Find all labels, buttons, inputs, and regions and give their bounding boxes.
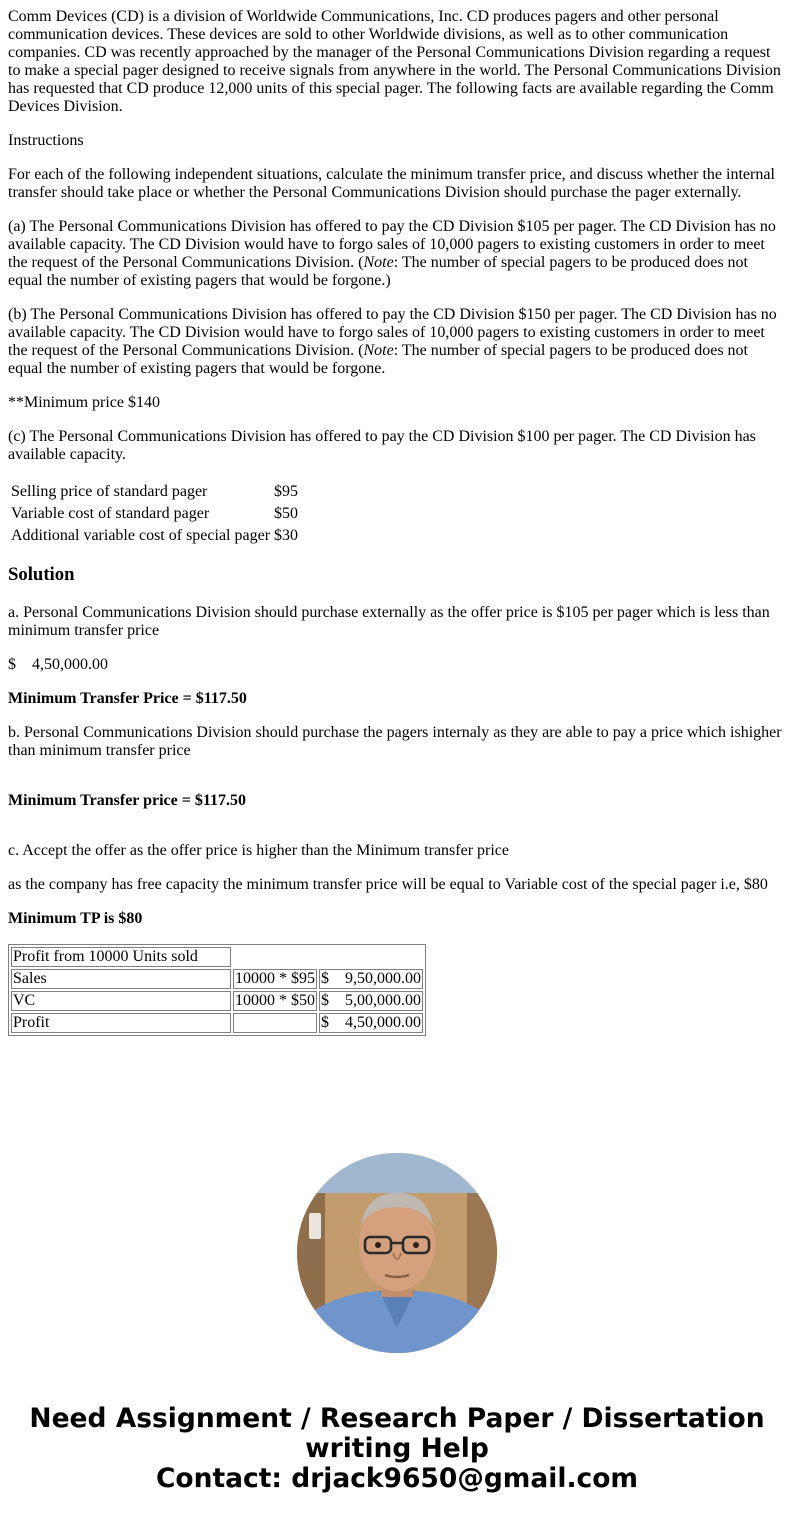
footer-contact: Contact: drjack9650@gmail.com [155, 1463, 639, 1494]
profit-amount: $ 4,50,000.00 [321, 1014, 421, 1031]
profit-label: Sales [11, 969, 231, 989]
part-b-text: (b) The Personal Communications Division has offered to pay the CD Division $150 per pager. The CD Division has no available capacity. The CD Division would have to forgo sales of 10,000 pagers to existing customers in order to meet the request of the Personal Communications Division. ( [8, 306, 777, 359]
part-c-paragraph: (c) The Personal Communications Division has offered to pay the CD Division $100 per pager. The CD Division has available capacity. [8, 428, 756, 463]
part-a-note: : The number of special pagers to be produced does not equal the number of existing pagers that would be forgone.) [8, 254, 748, 289]
footer-banner [0, 1404, 794, 1494]
solution-c-text: c. Accept the offer as the offer price is higher than the Minimum transfer price [8, 842, 509, 859]
facts-value: $95 [274, 483, 299, 500]
spacer [8, 776, 786, 792]
table-row [11, 969, 423, 989]
solution-a-amount: $ 4,50,000.00 [8, 656, 108, 673]
part-b-paragraph [8, 306, 786, 378]
facts-label: Additional variable cost of special pager [11, 527, 271, 544]
profit-label: VC [11, 991, 231, 1011]
author-portrait-icon [297, 1153, 497, 1353]
facts-row [10, 526, 299, 546]
profit-title: Profit from 10000 Units sold [11, 947, 231, 967]
minimum-price-note: **Minimum price $140 [8, 394, 160, 411]
facts-row [10, 482, 299, 502]
author-avatar [297, 1153, 497, 1353]
table-row [11, 991, 423, 1011]
solution-b-min-tp [8, 792, 786, 810]
table-row [11, 1013, 423, 1033]
profit-amount: $ 9,50,000.00 [321, 970, 421, 987]
solution-c-explain: as the company has free capacity the minimum transfer price will be equal to Variable cost of the special pager i.e, $80 [8, 876, 768, 893]
solution-b-text: b. Personal Communications Division should purchase the pagers internaly as they are able to pay a price which ishigher than minimum transfer price [8, 724, 782, 759]
profit-calc [233, 1013, 317, 1033]
profit-title-row [11, 947, 423, 967]
part-a-paragraph [8, 218, 786, 290]
solution-heading: Solution [8, 564, 75, 585]
solution-a-min-tp [8, 690, 786, 708]
part-b-note: : The number of special pagers to be produced does not equal the number of existing pagers that would be forgone. [8, 342, 748, 377]
facts-label: Variable cost of standard pager [11, 505, 210, 522]
instructions-paragraph: For each of the following independent situations, calculate the minimum transfer price, and discuss whether the internal transfer should take place or whether the Personal Communications Division should purchase the pager externally. [8, 166, 775, 201]
profit-amount: $ 5,00,000.00 [321, 992, 421, 1009]
facts-row [10, 504, 299, 524]
document-body [8, 8, 786, 1036]
intro-paragraph: Comm Devices (CD) is a division of Worldwide Communications, Inc. CD produces pagers and other personal communication devices. These devices are sold to other Worldwide divisions, as well as to other communication companies. CD was recently approached by the manager of the Personal Communications Division regarding a request to make a special pager designed to receive signals from anywhere in the world. The Personal Communications Division has requested that CD produce 12,000 units of this special pager. The following facts are available regarding the Comm Devices Division. [8, 8, 781, 115]
solution-a-min-tp-text: Minimum Transfer Price = $117.50 [8, 690, 247, 707]
solution-c-min-tp-text: Minimum TP is $80 [8, 910, 143, 927]
solution-a-text: a. Personal Communications Division should purchase externally as the offer price is $105 per pager which is less than minimum transfer price [8, 604, 770, 639]
note-label: Note [363, 342, 394, 359]
facts-table [8, 480, 301, 548]
footer-line-1: Need Assignment / Research Paper / Dissertation [29, 1403, 765, 1434]
instructions-heading: Instructions [8, 132, 84, 149]
solution-b-min-tp-text: Minimum Transfer price = $117.50 [8, 792, 246, 809]
facts-label: Selling price of standard pager [11, 483, 208, 500]
facts-value: $50 [274, 505, 299, 522]
part-a-text: (a) The Personal Communications Division has offered to pay the CD Division $105 per pager. The CD Division has no available capacity. The CD Division would have to forgo sales of 10,000 pagers to existing customers in order to meet the request of the Personal Communications Division. ( [8, 218, 776, 271]
profit-calc: 10000 * $50 [235, 992, 315, 1009]
facts-value: $30 [274, 527, 299, 544]
note-label: Note [363, 254, 394, 271]
solution-c-min-tp [8, 910, 786, 928]
profit-table [8, 944, 426, 1036]
footer-line-2: writing Help [305, 1433, 489, 1464]
profit-label: Profit [11, 1013, 231, 1033]
spacer [8, 826, 786, 842]
profit-calc: 10000 * $95 [235, 970, 315, 987]
